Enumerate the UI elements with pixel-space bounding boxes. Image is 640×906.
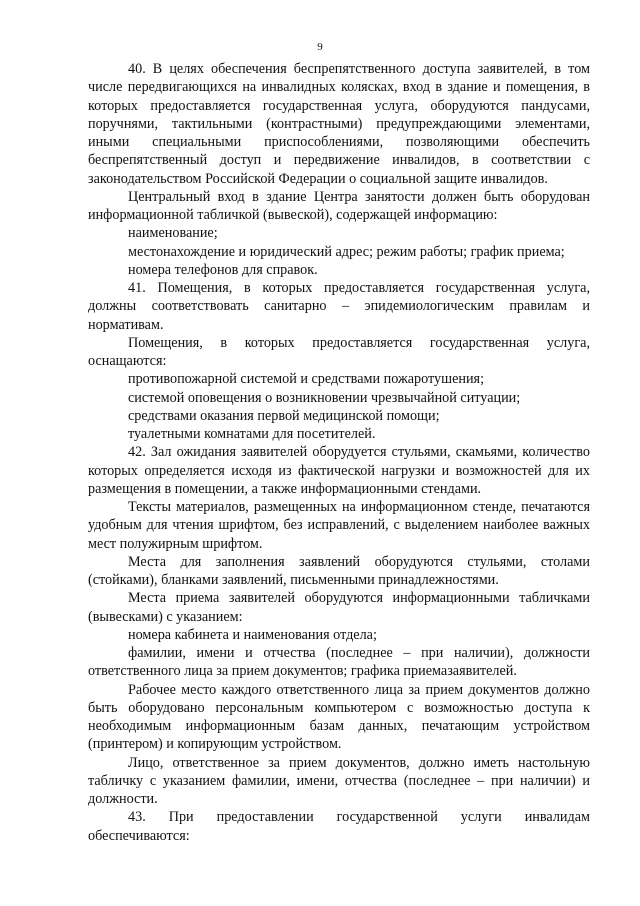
paragraph-desk-sign: Лицо, ответственное за прием документов, должно иметь настольную табличку с указанием фамилии, имени, отчества (последнее – при наличии) и должности.	[88, 754, 590, 807]
paragraph-43: 43. При предоставлении государственной услуги инвалидам обеспечиваются:	[88, 809, 590, 844]
paragraph-entrance-sign: Центральный вход в здание Центра занятости должен быть оборудован информационной табличкой (вывеской), содержащей информацию:	[88, 188, 590, 223]
list-item: наименование;	[128, 225, 218, 242]
list-item: номера телефонов для справок.	[128, 261, 318, 278]
paragraph-40: 40. В целях обеспечения беспрепятственного доступа заявителей, в том числе передвигающихся на инвалидных колясках, вход в здание и помещения, в которых предоставляется государственная услуга, оборудуются пандусами, поручнями, тактильными (контрастными) предупреждающими элементами, иными специальными приспособлениями, позволяющими обеспечить беспрепятственный доступ и передвижение инвалидов, в соответствии с законодательством Российской Федерации о социальной защите инвалидов.	[88, 61, 590, 187]
paragraph-41: 41. Помещения, в которых предоставляется государственная услуга, должны соответствовать санитарно – эпидемиологическим правилам и нормативам.	[88, 280, 590, 333]
list-item: туалетными комнатами для посетителей.	[128, 426, 376, 442]
list-item: системой оповещения о возникновении чрезвычайной ситуации;	[128, 389, 521, 406]
paragraph-workplace: Рабочее место каждого ответственного лица за прием документов должно быть оборудовано персональным компьютером с возможностью доступа к необходимым информационным базам данных, печатающим устройством (принтером) и копирующим устройством.	[88, 681, 590, 753]
list-item: местонахождение и юридический адрес; режим работы; график приема;	[128, 243, 565, 260]
document-body	[88, 60, 590, 845]
paragraph-42: 42. Зал ожидания заявителей оборудуется стульями, скамьями, количество которых определяется исходя из фактической нагрузки и возможностей для их размещения в помещении, а также информационными стендами.	[88, 444, 590, 497]
list-item: номера кабинета и наименования отдела;	[128, 626, 377, 643]
paragraph-stand-texts: Тексты материалов, размещенных на информационном стенде, печатаются удобным для чтения шрифтом, без исправлений, с выделением наиболее важных мест полужирным шрифтом.	[88, 499, 590, 552]
page-number: 9	[317, 41, 323, 53]
paragraph-reception-signs: Места приема заявителей оборудуются информационными табличками (вывесками) с указанием:	[88, 590, 590, 625]
list-item: противопожарной системой и средствами пожаротушения;	[128, 371, 485, 388]
list-item: фамилии, имени и отчества (последнее – при наличии), должности ответственного лица за прием документов; графика приемазаявителей.	[88, 645, 590, 680]
paragraph-equipment: Помещения, в которых предоставляется государственная услуга, оснащаются:	[88, 334, 590, 369]
paragraph-application-places: Места для заполнения заявлений оборудуются стульями, столами (стойками), бланками заявлений, письменными принадлежностями.	[88, 553, 590, 588]
list-item: средствами оказания первой медицинской помощи;	[128, 407, 440, 424]
